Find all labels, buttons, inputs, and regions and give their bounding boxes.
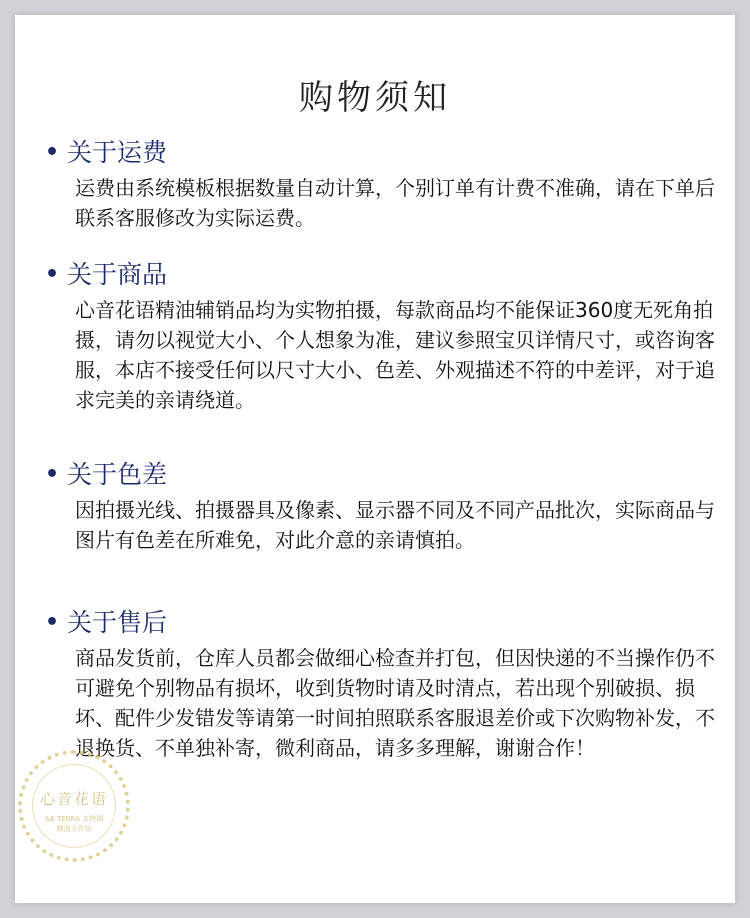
- seal-subtitle-line2: 精油手作馆: [56, 825, 92, 833]
- section-shipping: [45, 133, 715, 233]
- bullet-icon: •: [45, 462, 60, 487]
- section-title: 关于运费: [67, 138, 168, 167]
- section-title: 关于色差: [67, 460, 168, 489]
- section-after-sales: [45, 603, 715, 763]
- bullet-icon: •: [45, 140, 60, 165]
- section-body: 心音花语精油辅销品均为实物拍摄，每款商品均不能保证360度无死角拍摄，请勿以视觉大小、个人想象为准，建议参照宝贝详情尺寸，或咨询客服，本店不接受任何以尺寸大小、色差、外观描述不符的中差评，对于追求完美的亲请绕道。: [75, 298, 715, 412]
- section-heading: [45, 255, 705, 295]
- section-heading: [45, 455, 705, 495]
- section-product: [45, 255, 715, 415]
- section-title: 关于商品: [67, 260, 168, 289]
- page-title: 购物须知: [299, 78, 451, 118]
- bullet-icon: •: [45, 610, 60, 635]
- section-heading: [45, 603, 705, 643]
- notice-card: [15, 15, 735, 903]
- section-body: 商品发货前，仓库人员都会做细心检查并打包，但因快递的不当操作仍不可避免个别物品有损坏，收到货物时请及时清点，若出现个别破损、损坏、配件少发错发等请第一时间拍照联系客服退差价或下次购物补发，不退换货、不单独补寄，微利商品，请多多理解，谢谢合作！: [75, 646, 715, 760]
- section-title: 关于售后: [67, 608, 168, 637]
- seal-subtitle-line1: &6 TERRA 多特瑞: [44, 815, 104, 823]
- section-body: 因拍摄光线、拍摄器具及像素、显示器不同及不同产品批次，实际商品与图片有色差在所难免，对此介意的亲请慎拍。: [75, 498, 715, 552]
- brand-seal-logo: [18, 750, 130, 862]
- seal-brand-name: 心音花语: [39, 790, 108, 808]
- section-heading: [45, 133, 705, 173]
- bullet-icon: •: [45, 262, 60, 287]
- section-body: 运费由系统模板根据数量自动计算，个别订单有计费不准确，请在下单后联系客服修改为实际运费。: [75, 176, 715, 230]
- section-color-difference: [45, 455, 715, 555]
- seal-subtitle: [22, 814, 126, 834]
